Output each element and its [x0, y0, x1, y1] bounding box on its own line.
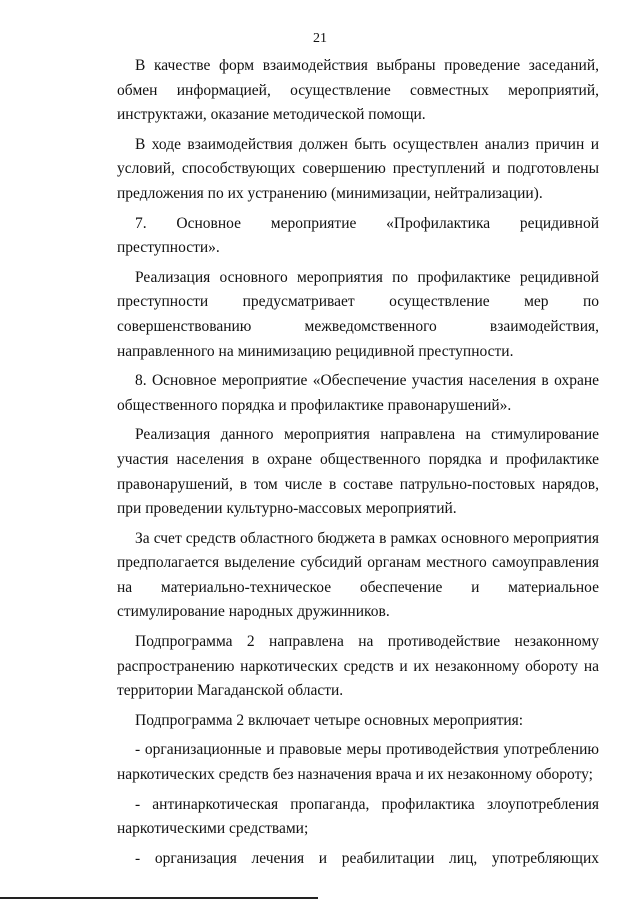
paragraph: В ходе взаимодействия должен быть осуществлен анализ причин и условий, способствующих совершению преступлений и подготовлены предложения по их устранению (минимизации, нейтрализации). [117, 135, 599, 202]
list-item: - организация лечения и реабилитации лиц, употребляющих [135, 849, 599, 867]
paragraph: Реализация основного мероприятия по профилактике рецидивной преступности предусматривает осуществление мер по совершенствованию межведомственного взаимодействия, направленного на минимизацию рецидивной преступности. [117, 268, 599, 360]
paragraph: Подпрограмма 2 направлена на противодействие незаконному распространению наркотических средств и их незаконному обороту на территории Магаданской области. [117, 633, 599, 700]
paragraph: Реализация данного мероприятия направлена на стимулирование участия населения в охране общественного порядка и профилактике правонарушений, в том числе в составе патрульно-постовых нарядов, при проведении культурно-массовых мероприятий. [117, 426, 599, 518]
paragraph: 8. Основное мероприятие «Обеспечение участия населения в охране общественного порядка и профилактике правонарушений». [117, 372, 599, 414]
bottom-rule [0, 897, 318, 899]
paragraph: В качестве форм взаимодействия выбраны проведение заседаний, обмен информацией, осуществление совместных мероприятий, инструктажи, оказание методической помощи. [117, 57, 599, 124]
page-number: 21 [313, 31, 327, 46]
paragraph: За счет средств областного бюджета в рамках основного мероприятия предполагается выделение субсидий органам местного самоуправления на материально-техническое обеспечение и материальное стимулирование народных дружинников. [117, 529, 599, 621]
list-item: - организационные и правовые меры противодействия употреблению наркотических средств без назначения врача и их незаконному обороту; [117, 741, 599, 784]
paragraph: 7. Основное мероприятие «Профилактика рецидивной преступности». [117, 214, 599, 257]
list-item: - антинаркотическая пропаганда, профилактика злоупотребления наркотическими средствами; [117, 795, 599, 838]
body-text [117, 54, 599, 871]
paragraph: Подпрограмма 2 включает четыре основных мероприятия: [135, 711, 524, 729]
